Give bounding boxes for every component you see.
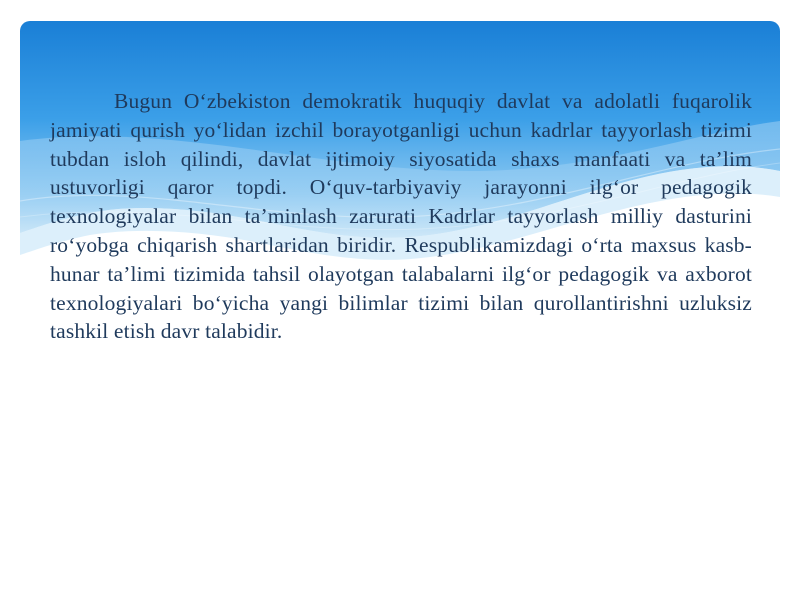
body-paragraph: Bugun O‘zbekiston demokratik huquqiy davlat va adolatli fuqarolik jamiyati qurish yo‘lidan izchil borayotganligi uchun kadrlar tayyorlash tizimi tubdan isloh qilindi, davlat ijtimoiy siyosatida shaxs manfaati va ta’lim ustuvorligi qaror topdi. O‘quv-tarbiyaviy jarayonni ilg‘or pedagogik texnologiyalar bilan ta’minlash zarurati Kadrlar tayyorlash milliy dasturini ro‘yobga chiqarish shartlaridan biridir. Respublikamizdagi o‘rta maxsus kasb-hunar ta’limi tizimida tahsil olayotgan talabalarni ilg‘or pedagogik va axborot texnologiyalari bo‘yicha yangi bilimlar tizimi bilan qurollantirishni uzluksiz tashkil etish davr talabidir. (50, 89, 752, 344)
slide-panel (20, 21, 780, 581)
